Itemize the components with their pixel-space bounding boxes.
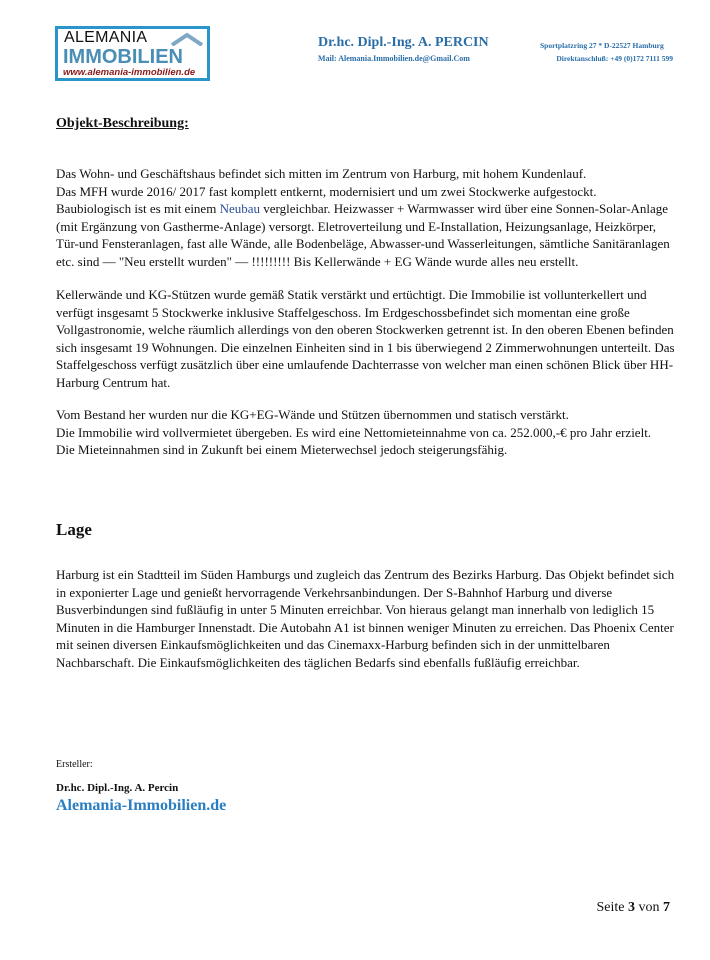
text-line: Minuten in die Hamburger Innenstadt. Die Autobahn A1 ist binnen weniger Minuten zu erreichen. Das Phoenix Center [56, 619, 674, 635]
text-span: Baubiologisch ist es mit einem [56, 201, 220, 217]
creator-label: Ersteller: [56, 759, 93, 770]
text-line: Busverbindungen sind fußläufig in unter 5 Minuten erreichbar. Von hieraus gelangt man innerhalb von lediglich 15 [56, 602, 655, 618]
page-number [597, 900, 671, 917]
creator-website-link[interactable]: Alemania-Immobilien.de [56, 797, 227, 814]
text-line: Die Mieteinnahmen sind in Zukunft bei einem Mieterwechsel jedoch steigerungsfähig. [56, 442, 508, 458]
logo-line-1: ALEMANIA [64, 29, 148, 46]
text-line: Das MFH wurde 2016/ 2017 fast komplett entkernt, modernisiert und um zwei Stockwerke aufgestockt. [56, 183, 597, 199]
text-line: Vollgastronomie, welche räumlich allerdings von den oberen Stockwerken getrennt ist. In den oberen Ebenen befinden [56, 322, 674, 338]
section-heading-lage: Lage [56, 520, 92, 539]
text-line: Das Wohn- und Geschäftshaus befindet sich mitten im Zentrum von Harburg, mit hohem Kundenlauf. [56, 166, 587, 181]
header-mail: Mail: Alemania.Immobilien.de@Gmail.Com [318, 54, 470, 63]
text-line: Kellerwände und KG-Stützen wurde gemäß Statik verstärkt und ertüchtigt. Die Immobilie ist vollunterkellert und [56, 287, 647, 302]
page-current: 3 [628, 900, 635, 915]
text-line: sich insgesamt 19 Wohnungen. Die einzelnen Einheiten sind in 1 bis überwiegend 2 Zimmerwohnungen unterteilt. Das [56, 339, 675, 355]
neubau-link[interactable]: Neubau [219, 201, 261, 217]
creator-name: Dr.hc. Dipl.-Ing. A. Percin [56, 782, 179, 794]
paragraph-description-1 [56, 165, 670, 271]
logo-website: www.alemania-immobilien.de [63, 67, 196, 78]
text-line: mit seinen diversen Einkaufsmöglichkeiten und das Cinemaxx-Harburg befinden sich in der unmittelbaren [56, 637, 610, 653]
text-line: Nachbarschaft. Die Einkaufsmöglichkeiten des täglichen Bedarfs sind ebenfalls fußläufig erreichbar. [56, 654, 580, 670]
header-phone: Direktanschluß: +49 (0)172 7111 599 [556, 54, 673, 63]
text-line: in exponierter Lage und genießt hervorragende Verkehrsanbindungen. Der S-Bahnhof Harburg und diverse [56, 584, 613, 600]
roof-icon [170, 32, 204, 46]
text-line: Vom Bestand her wurden nur die KG+EG-Wände und Stützen übernommen und statisch verstärkt. [56, 407, 569, 422]
text-line: etc. sind — "Neu erstellt wurden" — !!!!!!!!! Bis Kellerwände + EG Wände wurde alles neu erstellt. [56, 253, 579, 269]
paragraph-description-3 [56, 406, 656, 459]
section-heading-objekt: Objekt-Beschreibung: [56, 116, 189, 131]
paragraph-description-2 [56, 286, 675, 392]
text-line: (mit Ergänzung von Gastherme-Anlage) versorgt. Eletroverteilung und E-Installation, Heizungsanlage, Heizkörper, [56, 218, 657, 234]
text-line: Tür-und Fensteranlagen, fast alle Wände, alle Bodenbeläge, Abwasser-und Wasserleitungen, sämtliche Sanitäranlagen [56, 236, 670, 252]
logo-line-2: IMMOBILIEN [63, 46, 183, 68]
page-total: 7 [663, 900, 670, 915]
text-line [56, 200, 669, 218]
header-address: Sportplatzring 27 * D-22527 Hamburg [540, 41, 664, 50]
page-prefix: Seite [596, 900, 628, 915]
text-line: Die Immobilie wird vollvermietet übergeben. Es wird eine Nettomieteinnahme von ca. 252.000,-€ pro Jahr erzielt. [56, 424, 652, 440]
text-span: vergleichbar. Heizwasser + Warmwasser wird über eine Sonnen-Solar-Anlage [260, 201, 669, 217]
text-line: Harburg Centrum hat. [56, 374, 171, 390]
paragraph-lage [56, 566, 675, 672]
text-line: Harburg ist ein Stadtteil im Süden Hamburgs und zugleich das Zentrum des Bezirks Harburg. Das Objekt befindet sich [56, 567, 675, 582]
company-logo [55, 26, 210, 81]
page-of: von [635, 900, 663, 915]
header-name: Dr.hc. Dipl.-Ing. A. PERCIN [318, 35, 489, 50]
text-line: verfügt insgesamt 5 Stockwerke inklusive Staffelgeschoss. Im Erdgeschossbefindet sich momentan eine große [56, 304, 630, 320]
text-line: Staffelgeschoss verfügt zusätzlich über eine umlaufende Dachterrasse von welcher man einen schönen Blick über HH- [56, 357, 674, 373]
